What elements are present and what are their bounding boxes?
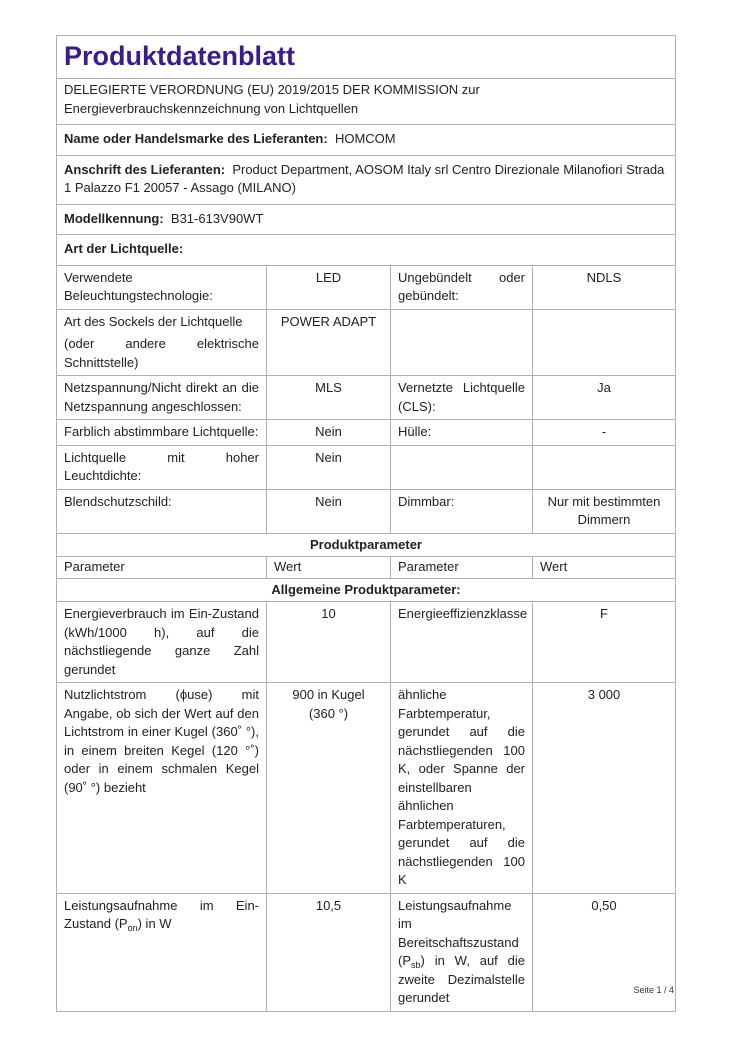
supplier-address-row xyxy=(57,155,676,204)
param-line: (oder andere elektrische Schnittstelle) xyxy=(64,336,259,370)
subtitle-row xyxy=(57,79,676,125)
table-row xyxy=(57,376,676,420)
value-cell: 3 000 xyxy=(533,683,676,894)
param-cell: Vernetzte Lichtquelle (CLS): xyxy=(391,376,533,420)
column-header: Wert xyxy=(533,557,676,579)
light-type-label: Art der Lichtquelle: xyxy=(57,235,676,266)
section-header-row xyxy=(57,578,676,602)
page-number: Seite 1 / 4 xyxy=(633,985,674,995)
value-cell: Nur mit bestimmten Dimmern xyxy=(533,489,676,533)
table-row xyxy=(57,893,676,1011)
param-cell xyxy=(57,893,267,1011)
regulation-subtitle: DELEGIERTE VERORDNUNG (EU) 2019/2015 DER KOMMISSION zur Energieverbrauchskennzeichnung von Lichtquellen xyxy=(57,79,676,125)
supplier-address-label: Anschrift des Lieferanten: xyxy=(64,161,226,177)
param-cell xyxy=(391,309,533,376)
param-cell: Lichtquelle mit hoher Leuchtdichte: xyxy=(57,445,267,489)
value-cell: MLS xyxy=(267,376,391,420)
value-cell: F xyxy=(533,602,676,683)
value-cell: 0,50 xyxy=(533,893,676,1011)
param-cell xyxy=(391,893,533,1011)
column-header: Parameter xyxy=(391,557,533,579)
section-header-row xyxy=(57,533,676,557)
value-cell xyxy=(533,445,676,489)
param-line: Art des Sockels der Lichtquelle xyxy=(64,313,243,329)
supplier-name-value: HOMCOM xyxy=(334,131,396,146)
param-cell xyxy=(57,309,267,376)
general-params-title: Allgemeine Produktparameter: xyxy=(57,578,676,602)
param-cell: Hülle: xyxy=(391,420,533,446)
model-value: B31-613V90WT xyxy=(170,210,264,226)
table-row xyxy=(57,489,676,533)
value-cell: Nein xyxy=(267,489,391,533)
table-row xyxy=(57,265,676,309)
light-type-row xyxy=(57,235,676,266)
param-cell xyxy=(391,445,533,489)
param-cell: Energieeffizienzklasse xyxy=(391,602,533,683)
supplier-name-label: Name oder Handelsmarke des Lieferanten: xyxy=(64,131,328,146)
table-row xyxy=(57,683,676,894)
param-cell: Verwendete Beleuchtungstechnologie: xyxy=(57,265,267,309)
value-cell: Nein xyxy=(267,445,391,489)
value-cell: 10,5 xyxy=(267,893,391,1011)
value-cell: NDLS xyxy=(533,265,676,309)
supplier-address-value: Product Department, AOSOM Italy srl Centro Direzionale Milanofiori Strada 1 Palazzo F1 20057 - Assago (MILANO) xyxy=(64,161,665,195)
value-cell: Nein xyxy=(267,420,391,446)
param-text: ) in W xyxy=(137,916,172,931)
param-cell: Dimmbar: xyxy=(391,489,533,533)
table-row xyxy=(57,420,676,446)
column-header-row xyxy=(57,557,676,579)
datasheet-table xyxy=(56,35,676,1012)
table-row xyxy=(57,309,676,376)
column-header: Parameter xyxy=(57,557,267,579)
page-title: Produktdatenblatt xyxy=(57,36,676,79)
title-row xyxy=(57,36,676,79)
table-row xyxy=(57,445,676,489)
model-label: Modellkennung: xyxy=(64,210,164,226)
param-subscript: on xyxy=(127,923,138,933)
value-cell: 900 in Kugel (360 °) xyxy=(267,683,391,894)
value-cell: LED xyxy=(267,265,391,309)
value-cell: 10 xyxy=(267,602,391,683)
param-cell: Energieverbrauch im Ein-Zustand (kWh/1000 h), auf die nächstliegende ganze Zahl gerundet xyxy=(57,602,267,683)
param-cell: Ungebündelt oder gebündelt: xyxy=(391,265,533,309)
value-cell xyxy=(533,309,676,376)
datasheet xyxy=(56,35,674,1012)
supplier-name-row xyxy=(57,125,676,156)
param-cell: Netzspannung/Nicht direkt an die Netzspannung angeschlossen: xyxy=(57,376,267,420)
table-row xyxy=(57,602,676,683)
value-cell: POWER ADAPT xyxy=(267,309,391,376)
param-cell: Nutzlichtstrom (ϕuse) mit Angabe, ob sich der Wert auf den Lichtstrom in einer Kugel (360˚ °), in einem breiten Kegel (120 °˚) oder in einem schmalen Kegel (90˚ °) bezieht xyxy=(57,683,267,894)
param-subscript: sb xyxy=(411,960,421,970)
value-cell: - xyxy=(533,420,676,446)
param-cell: Blendschutzschild: xyxy=(57,489,267,533)
column-header: Wert xyxy=(267,557,391,579)
value-cell: Ja xyxy=(533,376,676,420)
section-title: Produktparameter xyxy=(57,533,676,557)
param-text: Leistungsaufnahme im Ein-Zustand (P xyxy=(64,897,259,931)
param-cell: Farblich abstimmbare Lichtquelle: xyxy=(57,420,267,446)
param-cell: ähnliche Farbtemperatur, gerundet auf die nächstliegenden 100 K, oder Spanne der einstellbaren ähnlichen Farbtemperaturen, gerundet auf die nächstliegenden 100 K xyxy=(391,683,533,894)
model-row xyxy=(57,204,676,235)
param-text: Leistungsaufnahme im Bereitschaftszustand (P xyxy=(398,897,519,968)
param-text: ) in W, auf die zweite Dezimalstelle gerundet xyxy=(398,953,525,1005)
